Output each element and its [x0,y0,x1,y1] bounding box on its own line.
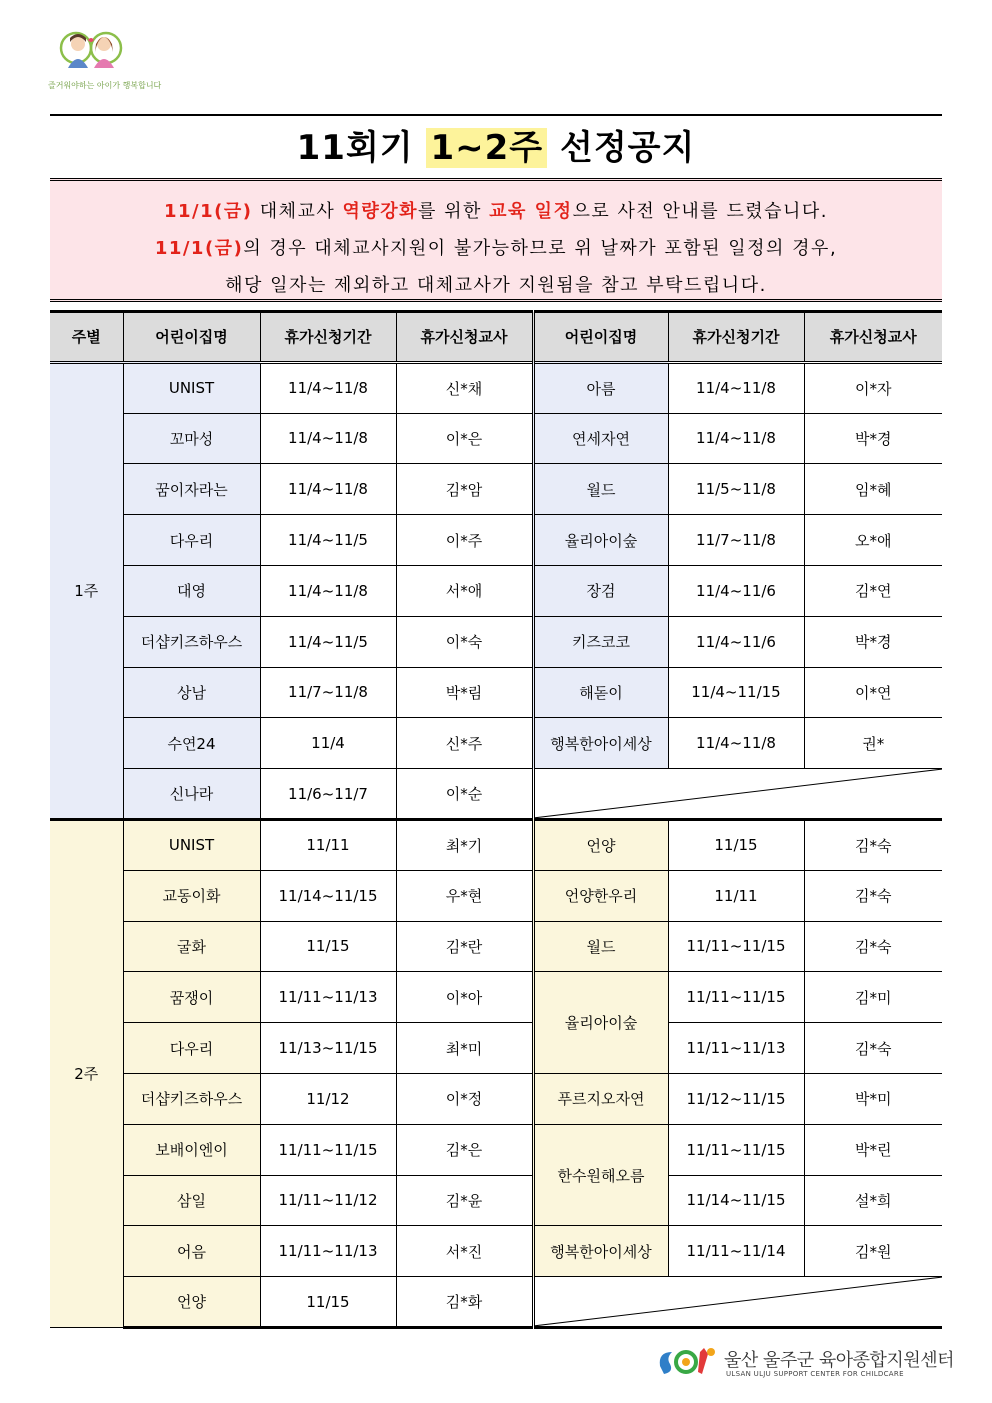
leave-period: 11/4~11/6 [668,565,804,616]
diagonal-line-icon [535,769,943,818]
table-header-row [50,312,942,363]
teacher-name: 김*은 [396,1124,533,1175]
teacher-name: 박*미 [804,1073,942,1124]
center-name: UNIST [123,819,260,870]
title-highlight: 1~2주 [426,128,547,168]
notice-line-1 [50,197,942,223]
leave-period: 11/11~11/14 [668,1226,804,1277]
center-name: 대영 [123,565,260,616]
leave-period: 11/4~11/5 [260,616,396,667]
footer-center-name: 울산 울주군 육아종합지원센터 [724,1350,954,1371]
teacher-name: 이*연 [804,667,942,718]
teacher-name: 신*주 [396,718,533,769]
table-row [50,870,942,921]
leave-period: 11/11~11/13 [260,972,396,1023]
header-center-2: 어린이집명 [533,312,668,363]
teacher-name: 김*미 [804,972,942,1023]
leave-period: 11/4~11/8 [668,413,804,464]
notice-line-2 [50,234,942,260]
page-title [50,122,942,174]
teacher-name: 이*주 [396,515,533,566]
diagonal-line-icon [535,1277,943,1326]
teacher-name: 김*숙 [804,921,942,972]
table-row [50,1023,942,1074]
center-name: 교동이화 [123,870,260,921]
table-row [50,1226,942,1277]
leave-period: 11/4~11/6 [668,616,804,667]
leave-period: 11/4~11/15 [668,667,804,718]
leave-period: 11/12~11/15 [668,1073,804,1124]
center-name: 다우리 [123,1023,260,1074]
footer-center-english: ULSAN ULJU SUPPORT CENTER FOR CHILDCARE [726,1370,904,1378]
teacher-name: 박*림 [396,667,533,718]
center-name: 상남 [123,667,260,718]
leave-period: 11/4~11/5 [260,515,396,566]
table-row [50,667,942,718]
center-name: UNIST [123,362,260,413]
center-name: 연세자연 [533,413,668,464]
teacher-name: 박*린 [804,1124,942,1175]
leave-period: 11/11~11/13 [260,1226,396,1277]
leave-period: 11/7~11/8 [260,667,396,718]
teacher-name: 이*숙 [396,616,533,667]
title-suffix: 선정공지 [559,128,696,168]
center-logo-icon [656,1344,718,1378]
notice-text: 를 위한 [418,201,490,222]
center-name: 언양 [123,1277,260,1328]
center-name: 어음 [123,1226,260,1277]
table-row [50,1277,942,1328]
header-period-2: 휴가신청기간 [668,312,804,363]
leave-period: 11/15 [260,1277,396,1328]
teacher-name: 이*순 [396,769,533,820]
notice-text: 의 경우 대체교사지원이 불가능하므로 위 날짜가 포함된 일정의 경우, [243,238,838,259]
center-name: 장검 [533,565,668,616]
center-name: 삼일 [123,1175,260,1226]
teacher-name: 이*은 [396,413,533,464]
table-row [50,413,942,464]
header-teacher: 휴가신청교사 [396,312,533,363]
teacher-name: 김*원 [804,1226,942,1277]
center-name: 키즈코코 [533,616,668,667]
center-name: 더샵키즈하우스 [123,616,260,667]
leave-period: 11/4~11/8 [668,718,804,769]
leave-period: 11/11~11/15 [668,972,804,1023]
teacher-name: 김*숙 [804,819,942,870]
leave-period: 11/4 [260,718,396,769]
leave-period: 11/15 [260,921,396,972]
leave-period: 11/11~11/13 [668,1023,804,1074]
teacher-name: 김*암 [396,464,533,515]
center-name: 월드 [533,464,668,515]
leave-period: 11/11 [668,870,804,921]
center-name: 행복한아이세상 [533,718,668,769]
title-prefix: 11회기 [296,128,414,168]
center-name: 월드 [533,921,668,972]
teacher-name: 오*애 [804,515,942,566]
table-row [50,1073,942,1124]
leave-period: 11/4~11/8 [260,413,396,464]
center-name: 행복한아이세상 [533,1226,668,1277]
table-row [50,1124,942,1175]
selection-table [50,310,942,1329]
header-period: 휴가신청기간 [260,312,396,363]
week-label: 1주 [50,362,123,819]
leave-period: 11/6~11/7 [260,769,396,820]
leave-period: 11/4~11/8 [260,362,396,413]
teacher-name: 우*현 [396,870,533,921]
notice-date: 11/1(금) [163,201,253,222]
center-name: 다우리 [123,515,260,566]
table-row [50,718,942,769]
notice-text: 대체교사 [252,201,343,222]
center-name: 한수원해오름 [533,1124,668,1226]
teacher-name: 김*연 [804,565,942,616]
header-center: 어린이집명 [123,312,260,363]
leave-period: 11/11 [260,819,396,870]
leave-period: 11/4~11/8 [260,464,396,515]
table-row [50,769,942,820]
notice-date: 11/1(금) [154,238,244,259]
teacher-name: 김*숙 [804,1023,942,1074]
table-row [50,616,942,667]
teacher-name: 최*미 [396,1023,533,1074]
teacher-name: 권* [804,718,942,769]
center-name: 율리아이숲 [533,972,668,1074]
teacher-name: 최*기 [396,819,533,870]
footer-logo [656,1344,954,1384]
teacher-name: 박*경 [804,413,942,464]
notice-box [50,178,942,302]
leave-period: 11/11~11/15 [668,1124,804,1175]
leave-period: 11/4~11/8 [668,362,804,413]
table-row [50,921,942,972]
header-week: 주별 [50,312,123,363]
center-name: 보배이엔이 [123,1124,260,1175]
teacher-name: 설*희 [804,1175,942,1226]
teacher-name: 김*화 [396,1277,533,1328]
leave-period: 11/5~11/8 [668,464,804,515]
teacher-name: 이*자 [804,362,942,413]
leave-period: 11/11~11/15 [260,1124,396,1175]
center-name: 신나라 [123,769,260,820]
leave-period: 11/11~11/12 [260,1175,396,1226]
table-row [50,362,942,413]
teacher-name: 김*란 [396,921,533,972]
table-row [50,972,942,1023]
table-row [50,1175,942,1226]
center-name: 꿈쟁이 [123,972,260,1023]
table-row [50,565,942,616]
leave-period: 11/15 [668,819,804,870]
center-name: 더샵키즈하우스 [123,1073,260,1124]
center-name: 꼬마성 [123,413,260,464]
header-teacher-2: 휴가신청교사 [804,312,942,363]
table-row [50,515,942,566]
center-name: 수연24 [123,718,260,769]
leave-period: 11/11~11/15 [668,921,804,972]
teacher-name: 김*숙 [804,870,942,921]
center-name: 굴화 [123,921,260,972]
teacher-name: 서*애 [396,565,533,616]
notice-text: 으로 사전 안내를 드렸습니다. [572,201,829,222]
leave-period: 11/4~11/8 [260,565,396,616]
table-row [50,819,942,870]
center-name: 율리아이숲 [533,515,668,566]
center-name: 꿈이자라는 [123,464,260,515]
teacher-name: 이*아 [396,972,533,1023]
notice-emphasis: 교육 일정 [489,201,573,222]
logo-tagline: 즐거워야하는 아이가 행복합니다 [48,81,162,90]
teacher-name: 서*진 [396,1226,533,1277]
leave-period: 11/14~11/15 [668,1175,804,1226]
leave-period: 11/12 [260,1073,396,1124]
notice-emphasis: 역량강화 [342,201,419,222]
empty-diagonal-cell [533,1277,942,1328]
teacher-name: 신*채 [396,362,533,413]
teacher-name: 이*정 [396,1073,533,1124]
center-name: 언양 [533,819,668,870]
leave-period: 11/7~11/8 [668,515,804,566]
teacher-name: 박*경 [804,616,942,667]
table-row [50,464,942,515]
notice-line-3: 해당 일자는 제외하고 대체교사가 지원됨을 참고 부탁드립니다. [225,275,767,296]
top-logo [48,28,162,98]
teacher-name: 김*윤 [396,1175,533,1226]
center-name: 언양한우리 [533,870,668,921]
center-name: 푸르지오자연 [533,1073,668,1124]
week-label: 2주 [50,819,123,1327]
empty-diagonal-cell [533,769,942,820]
teacher-name: 임*혜 [804,464,942,515]
title-top-rule [50,114,942,116]
leave-period: 11/13~11/15 [260,1023,396,1074]
center-name: 해돋이 [533,667,668,718]
parent-child-logo-icon [48,28,138,80]
leave-period: 11/14~11/15 [260,870,396,921]
center-name: 아름 [533,362,668,413]
